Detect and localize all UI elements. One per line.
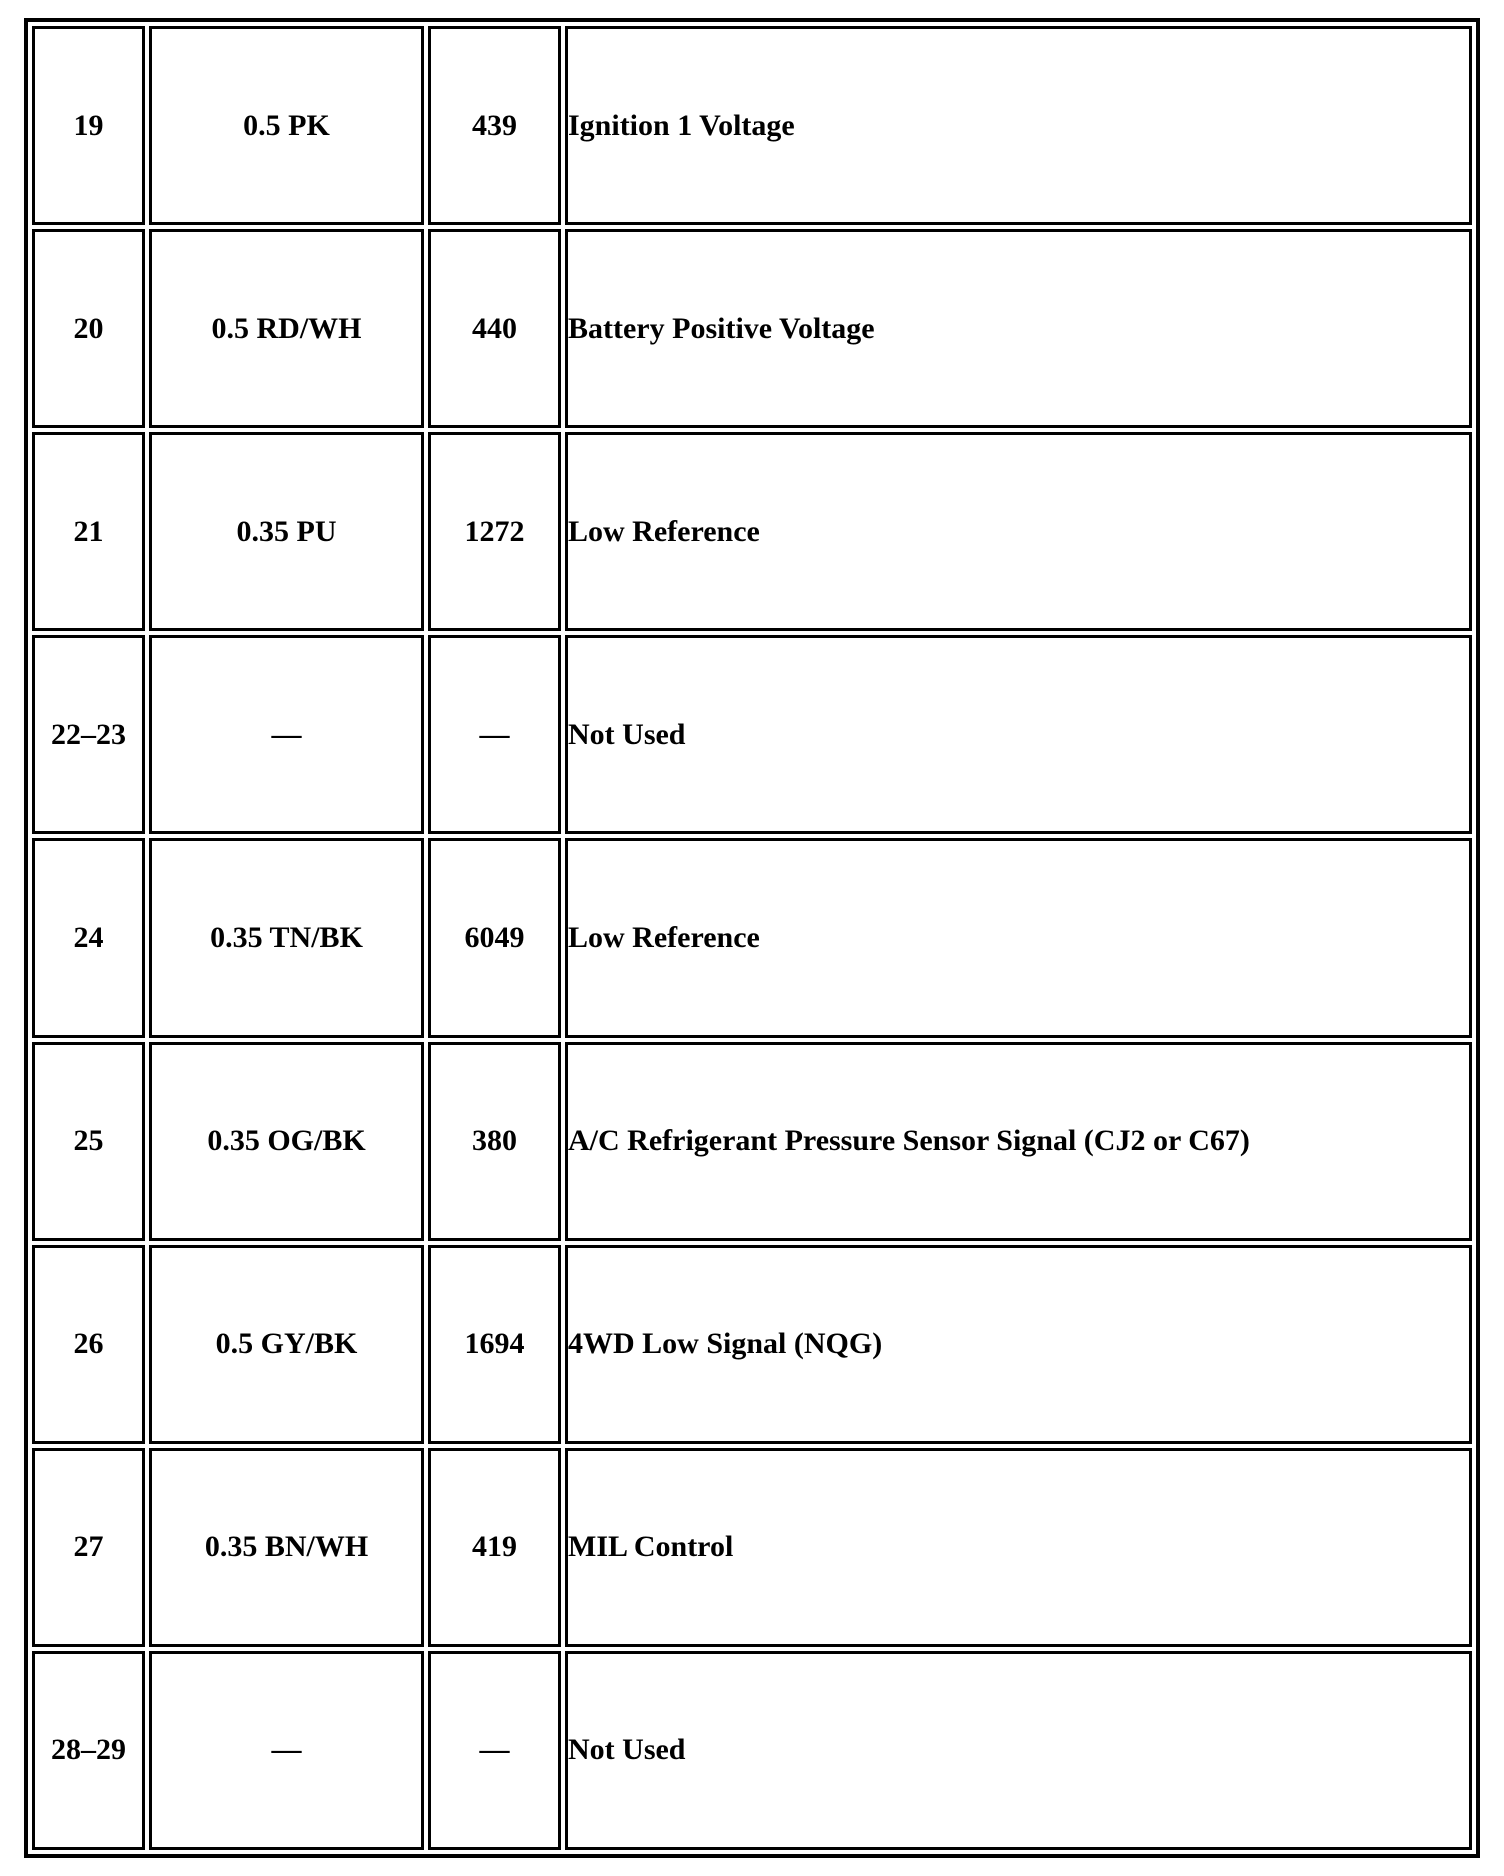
connector-pinout-table-frame [24, 18, 1480, 1858]
function-cell: Ignition 1 Voltage [565, 26, 1472, 225]
circuit-cell: — [428, 635, 561, 834]
function-cell: 4WD Low Signal (NQG) [565, 1245, 1472, 1444]
circuit-cell: 380 [428, 1042, 561, 1241]
pin-cell: 25 [32, 1042, 145, 1241]
connector-pinout-table [28, 22, 1476, 1854]
wire-cell: 0.35 PU [149, 432, 424, 631]
wire-cell: — [149, 635, 424, 834]
circuit-cell: 1694 [428, 1245, 561, 1444]
table-row [32, 1651, 1472, 1850]
function-cell: A/C Refrigerant Pressure Sensor Signal (CJ2 or C67) [565, 1042, 1472, 1241]
pin-cell: 22–23 [32, 635, 145, 834]
table-row [32, 1448, 1472, 1647]
pin-cell: 27 [32, 1448, 145, 1647]
circuit-cell: 419 [428, 1448, 561, 1647]
circuit-cell: 439 [428, 26, 561, 225]
wire-cell: 0.5 GY/BK [149, 1245, 424, 1444]
function-cell: MIL Control [565, 1448, 1472, 1647]
pin-cell: 21 [32, 432, 145, 631]
table-row [32, 1245, 1472, 1444]
table-row [32, 635, 1472, 834]
pin-cell: 19 [32, 26, 145, 225]
circuit-cell: 6049 [428, 838, 561, 1037]
function-cell: Low Reference [565, 838, 1472, 1037]
function-cell: Battery Positive Voltage [565, 229, 1472, 428]
function-cell: Not Used [565, 635, 1472, 834]
pin-cell: 26 [32, 1245, 145, 1444]
wire-cell: 0.35 OG/BK [149, 1042, 424, 1241]
wire-cell: 0.35 TN/BK [149, 838, 424, 1037]
circuit-cell: 1272 [428, 432, 561, 631]
circuit-cell: — [428, 1651, 561, 1850]
wire-cell: 0.5 PK [149, 26, 424, 225]
table-row [32, 1042, 1472, 1241]
pin-cell: 20 [32, 229, 145, 428]
table-row [32, 838, 1472, 1037]
wire-cell: 0.5 RD/WH [149, 229, 424, 428]
function-cell: Low Reference [565, 432, 1472, 631]
wire-cell: 0.35 BN/WH [149, 1448, 424, 1647]
table-row [32, 26, 1472, 225]
circuit-cell: 440 [428, 229, 561, 428]
table-row [32, 432, 1472, 631]
table-row [32, 229, 1472, 428]
wire-cell: — [149, 1651, 424, 1850]
pin-cell: 28–29 [32, 1651, 145, 1850]
pin-cell: 24 [32, 838, 145, 1037]
function-cell: Not Used [565, 1651, 1472, 1850]
